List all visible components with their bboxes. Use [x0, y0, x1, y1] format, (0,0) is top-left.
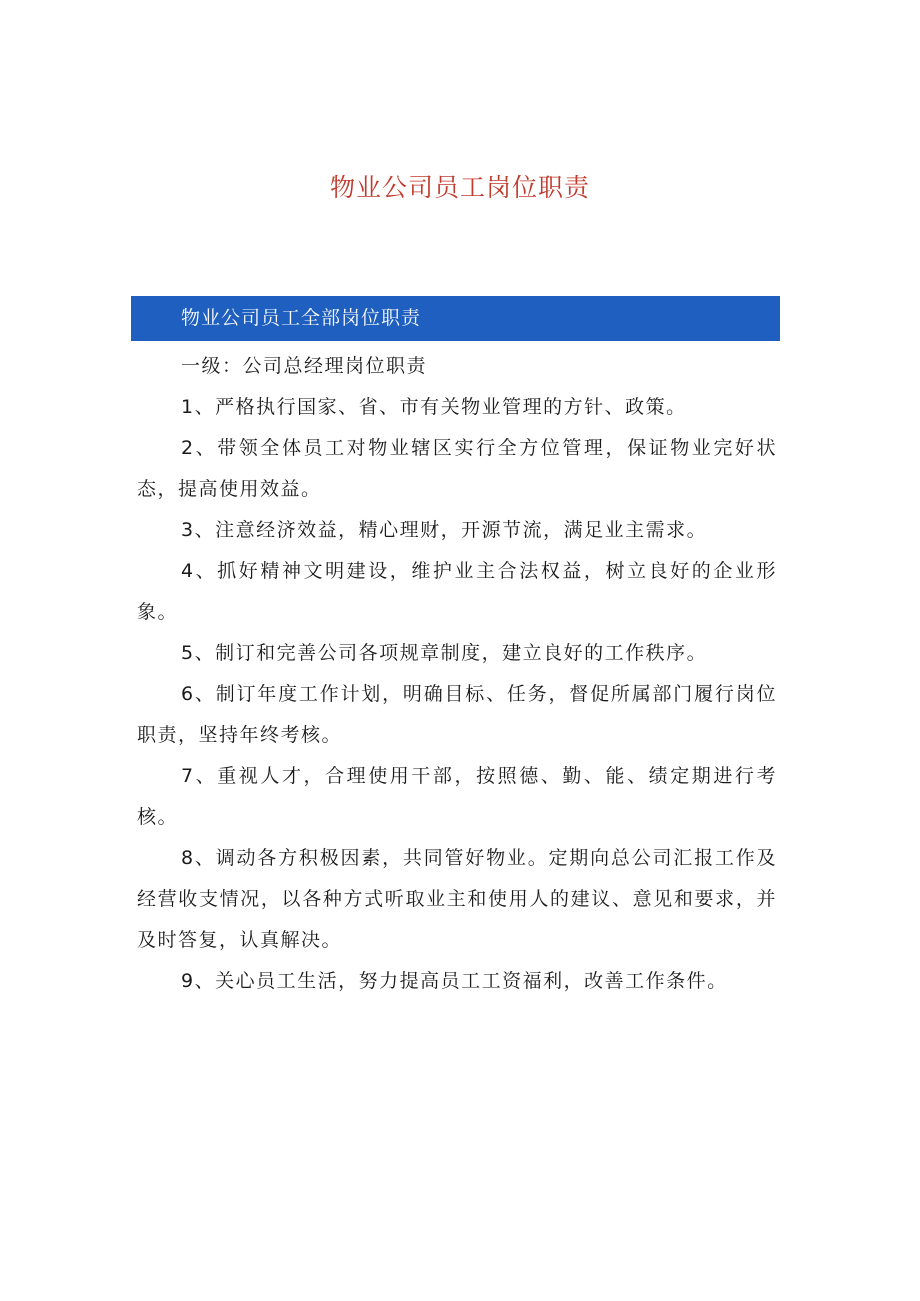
document-title: 物业公司员工岗位职责: [329, 173, 590, 202]
duty-item-9: 9、关心员工生活，努力提高员工工资福利，改善工作条件。: [181, 970, 728, 992]
duty-item-7: 7、重视人才，合理使用干部，按照德、勤、能、绩定期进行考核。: [137, 765, 777, 828]
duty-item-5: 5、制订和完善公司各项规章制度，建立良好的工作秩序。: [181, 642, 708, 664]
document-body: [137, 346, 777, 1002]
duty-item-3: 3、注意经济效益，精心理财，开源节流，满足业主需求。: [181, 519, 708, 541]
section-banner: 物业公司员工全部岗位职责: [131, 296, 780, 341]
level-heading: 一级：公司总经理岗位职责: [181, 355, 428, 377]
duty-item-1: 1、严格执行国家、省、市有关物业管理的方针、政策。: [181, 396, 687, 418]
duty-item-4: 4、抓好精神文明建设，维护业主合法权益，树立良好的企业形象。: [137, 560, 777, 623]
duty-item-6: 6、制订年度工作计划，明确目标、任务，督促所属部门履行岗位职责，坚持年终考核。: [137, 683, 777, 746]
duty-item-8: 8、调动各方积极因素，共同管好物业。定期向总公司汇报工作及经营收支情况，以各种方式听取业主和使用人的建议、意见和要求，并及时答复，认真解决。: [137, 847, 777, 951]
duty-item-2: 2、带领全体员工对物业辖区实行全方位管理，保证物业完好状态，提高使用效益。: [137, 437, 777, 500]
